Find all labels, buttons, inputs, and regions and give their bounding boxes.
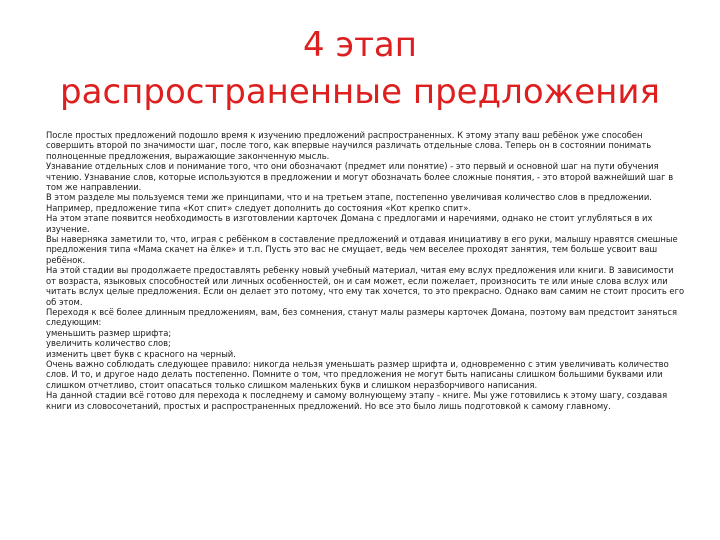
paragraph: Вы наверняка заметили то, что, играя с ребёнком в составление предложений и отдавая инициативу в его руки, малышу нравятся смешные предложения типа «Мама скачет на ёлке» и т.п. Пусть это вас не смущает, ведь чем веселее проходят занятия, тем больше усвоит ваш ребёнок. [46,234,678,265]
title-line-topic: распространенные предложения [60,72,660,112]
list-item: увеличить количество слов; [46,338,171,349]
body-text [46,130,686,411]
paragraph: На этом этапе появится необходимость в изготовлении карточек Домана с предлогами и наречиями, однако не стоит углубляться в их изучение. [46,213,653,234]
list-item: изменить цвет букв с красного на черный. [46,348,236,359]
paragraph: Узнавание отдельных слов и понимание того, что они обозначают (предмет или понятие) - это первый и основной шаг на пути обучения чтению. Узнавание слов, которые используются в предложении и могут обозначать более сложные понятия, - это второй важнейший шаг в том же направлении. [46,161,674,193]
paragraph: На этой стадии вы продолжаете предоставлять ребенку новый учебный материал, читая ему вслух предложения или книги. В зависимости от возраста, языковых способностей или личных особенностей, он и сам может, если пожелает, произносить те или иные слова вслух или читать вслух целые предложения. Если он делает это потому, что ему так хочется, то это прекрасно. Однако вам самим не стоит просить его об этом. [46,265,685,307]
slide-title [0,22,720,116]
paragraph: Очень важно соблюдать следующее правило: никогда нельзя уменьшать размер шрифта и, одновременно с этим увеличивать количество слов. И то, и другое надо делать постепенно. Помните о том, что предложения не могут быть написаны слишком большими буквами или слишком отчетливо, стоит опасаться только слишком маленьких букв и слишком неразборчивого написания. [46,358,669,390]
list-item: уменьшить размер шрифта; [46,327,172,338]
paragraph: После простых предложений подошло время к изучению предложений распространенных. К этому этапу ваш ребёнок уже способен совершить второй по значимости шаг, после того, как впервые научился различать отдельные слова. Теперь он в состоянии понимать полноценные предложения, выражающие законченную мысль. [46,130,652,161]
paragraph: На данной стадии всё готово для перехода к последнему и самому волнующему этапу - книге. Мы уже готовились к этому шагу, создавая книги из словосочетаний, простых и распространенных предложений. Но все это было лишь подготовкой к самому главному. [46,390,668,411]
paragraph: В этом разделе мы пользуемся теми же принципами, что и на третьем этапе, постепенно увеличивая количество слов в предложении. Например, предложение типа «Кот спит» следует дополнить до состояния «Кот крепко спит». [46,192,652,213]
title-line-stage: 4 этап [303,25,417,65]
paragraph: Переходя к всё более длинным предложениям, вам, без сомнения, станут малы размеры карточек Домана, поэтому вам предстоит заняться следующим: [46,306,677,328]
